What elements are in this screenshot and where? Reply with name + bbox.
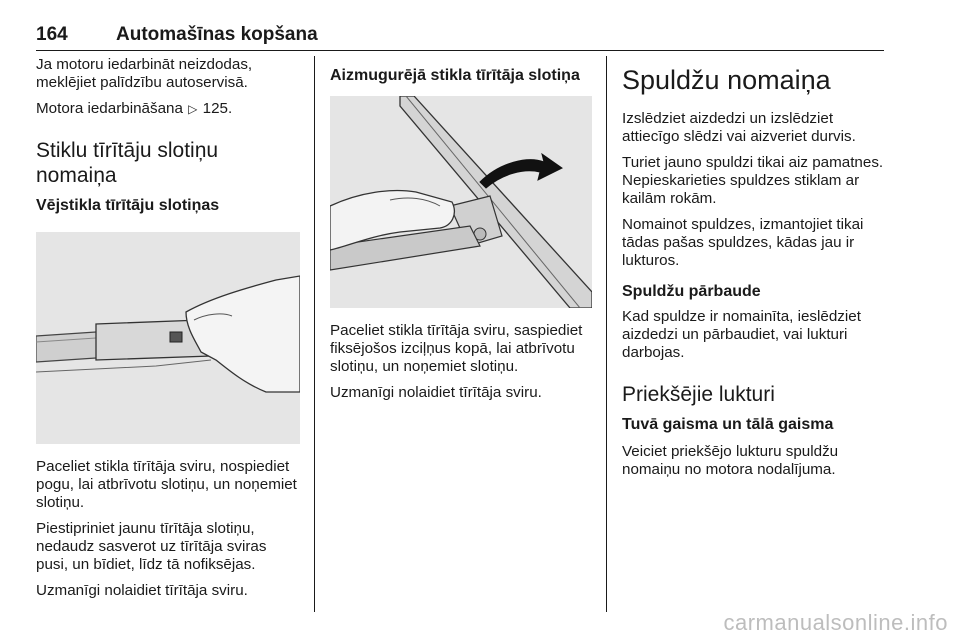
intro-paragraph: Ja motoru iedarbināt neizdodas, meklējiet palīdzību autoservisā. xyxy=(36,56,253,91)
page-reference-triangle-icon: ▷ xyxy=(188,102,198,116)
bulb-paragraph-3: Nomainot spuldzes, izmantojiet tikai tādas pašas spuldzes, kādas jau ir lukturos. xyxy=(622,216,864,269)
section-title: Automašīnas kopšana xyxy=(116,24,318,45)
cross-reference-page: 125. xyxy=(202,100,233,117)
page-header xyxy=(36,22,884,51)
column-2 xyxy=(330,56,592,410)
column-3 xyxy=(622,56,892,487)
subheading-low-high-beam: Tuvā gaisma un tālā gaisma xyxy=(622,416,834,433)
column-divider-2 xyxy=(606,56,607,612)
heading-headlights: Priekšējie lukturi xyxy=(622,383,775,406)
headlight-paragraph: Veiciet priekšējo lukturu spuldžu nomaiņu no motora nodalījuma. xyxy=(622,443,839,478)
bulb-check-paragraph: Kad spuldze ir nomainīta, ieslēdziet aizdedzi un pārbaudiet, vai lukturi darbojas. xyxy=(622,308,861,361)
subheading-bulb-check: Spuldžu pārbaude xyxy=(622,283,761,300)
cross-reference-paragraph xyxy=(36,100,300,118)
windshield-wiper-figure xyxy=(36,232,300,444)
heading-bulb-replacement: Spuldžu nomaiņa xyxy=(622,65,831,95)
instruction-paragraph-3: Uzmanīgi nolaidiet tīrītāja sviru. xyxy=(36,582,248,599)
column-1 xyxy=(36,56,300,608)
watermark: carmanualsonline.info xyxy=(723,610,948,635)
bulb-paragraph-1: Izslēdziet aizdedzi un izslēdziet attiecīgo slēdzi vai aizveriet durvis. xyxy=(622,110,856,145)
column-divider-1 xyxy=(314,56,315,612)
subheading-windshield-wipers: Vējstikla tīrītāju slotiņas xyxy=(36,197,220,214)
subheading-rear-wiper: Aizmugurējā stikla tīrītāja slotiņa xyxy=(330,67,580,84)
instruction-paragraph-2: Piestipriniet jaunu tīrītāja slotiņu, nedaudz sasverot uz tīrītāja sviras pusi, un bīdiet, līdz tā nofiksējas. xyxy=(36,520,267,573)
rear-instruction-paragraph-1: Paceliet stikla tīrītāja sviru, saspiediet fiksējošos izciļņus kopā, lai atbrīvotu slotiņu, un noņemiet slotiņu. xyxy=(330,322,583,375)
cross-reference-text: Motora iedarbināšana xyxy=(36,100,183,117)
page-number: 164 xyxy=(36,24,68,45)
rear-instruction-paragraph-2: Uzmanīgi nolaidiet tīrītāja sviru. xyxy=(330,384,542,401)
instruction-paragraph-1: Paceliet stikla tīrītāja sviru, nospiediet pogu, lai atbrīvotu slotiņu, un noņemiet slotiņu. xyxy=(36,458,297,511)
rear-wiper-figure xyxy=(330,96,592,308)
heading-wiper-replacement: Stiklu tīrītāju slotiņu nomaiņa xyxy=(36,139,219,187)
bulb-paragraph-2: Turiet jauno spuldzi tikai aiz pamatnes. Nepieskarieties spuldzes stiklam ar kailām rokām. xyxy=(622,154,884,207)
